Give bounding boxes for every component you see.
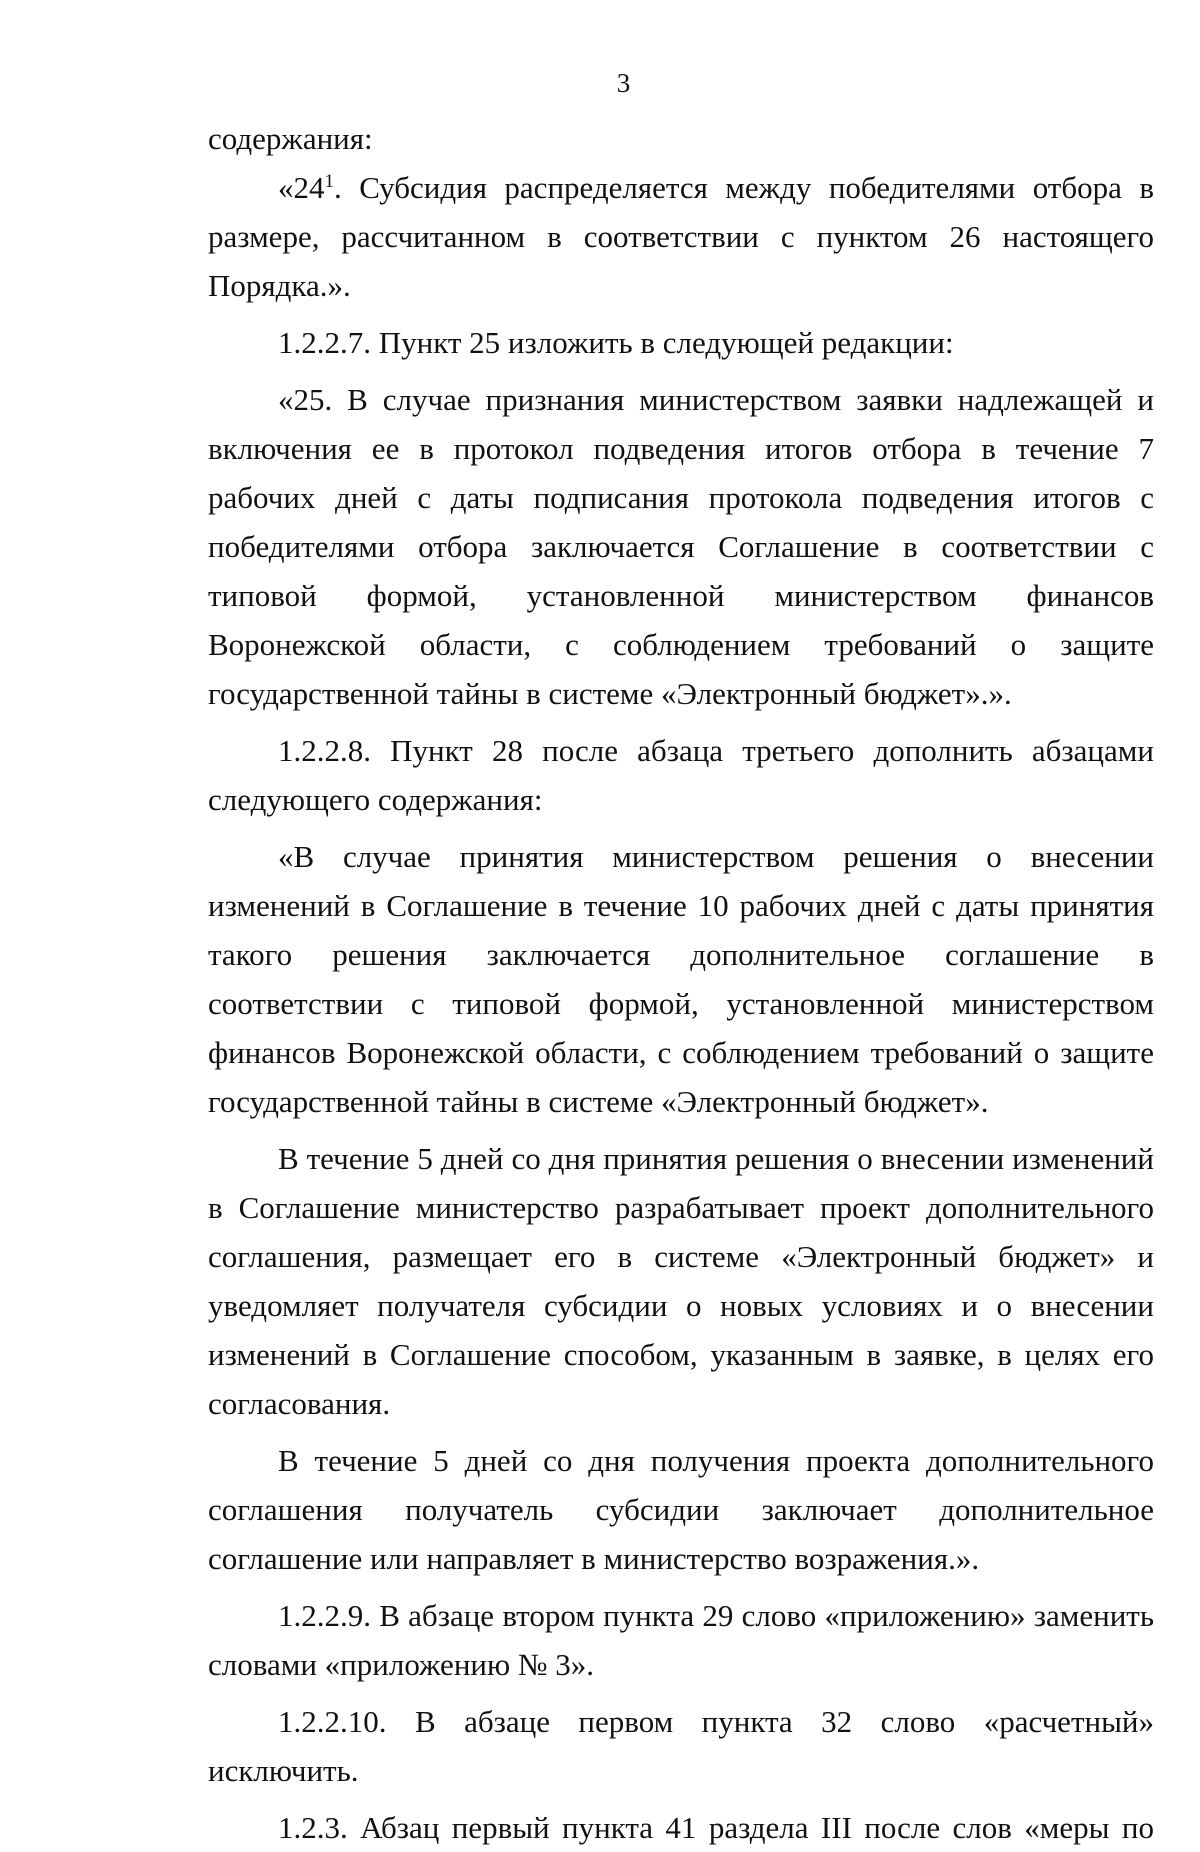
paragraph-continuation: содержания: bbox=[208, 121, 373, 156]
paragraph-24-1-open: «24 bbox=[278, 170, 325, 205]
paragraph-quote-agreement-change: «В случае принятия министерством решения о внесении изменений в Соглашение в течение 10 рабочих дней с даты принятия такого решения заключается дополнительное соглашение в соответствии с типовой формой, установленной министерством финансов Воронежской области, с соблюдением требований о защите государственной тайны в системе «Электронный бюджет». bbox=[208, 839, 1154, 1119]
paragraph-5-days-receipt: В течение 5 дней со дня получения проекта дополнительного соглашения получатель субсидии заключает дополнительное соглашение или направляет в министерство возражения.». bbox=[208, 1443, 1154, 1576]
paragraph-5-days-draft: В течение 5 дней со дня принятия решения о внесении изменений в Соглашение министерство разрабатывает проект дополнительного соглашения, размещает его в системе «Электронный бюджет» и уведомляет получателя субсидии о новых условиях и о внесении изменений в Соглашение способом, указанным в заявке, в целях его согласования. bbox=[208, 1141, 1154, 1421]
paragraph-24-1-text: . Субсидия распределяется между победителями отбора в размере, рассчитанном в соответствии с пунктом 26 настоящего Порядка.». bbox=[208, 170, 1154, 303]
paragraph-1-2-2-8: 1.2.2.8. Пункт 28 после абзаца третьего дополнить абзацами следующего содержания: bbox=[208, 733, 1154, 817]
paragraph-24-1 bbox=[208, 163, 1154, 310]
paragraph-1-2-2-9: 1.2.2.9. В абзаце втором пункта 29 слово «приложению» заменить словами «приложению № 3». bbox=[208, 1598, 1154, 1682]
paragraph-1-2-3: 1.2.3. Абзац первый пункта 41 раздела III после слов «меры по bbox=[278, 1810, 1154, 1845]
paragraph-24-1-superscript: 1 bbox=[324, 171, 334, 192]
paragraph-1-2-2-10: 1.2.2.10. В абзаце первом пункта 32 слово «расчетный» исключить. bbox=[208, 1704, 1154, 1788]
paragraph-25: «25. В случае признания министерством заявки надлежащей и включения ее в протокол подведения итогов отбора в течение 7 рабочих дней с даты подписания протокола подведения итогов с победителями отбора заключается Соглашение в соответствии с типовой формой, установленной министерством финансов Воронежской области, с соблюдением требований о защите государственной тайны в системе «Электронный бюджет».». bbox=[208, 382, 1154, 711]
document-body bbox=[208, 114, 1154, 1852]
page-number: 3 bbox=[616, 68, 631, 98]
paragraph-1-2-2-7: 1.2.2.7. Пункт 25 изложить в следующей редакции: bbox=[278, 325, 954, 360]
